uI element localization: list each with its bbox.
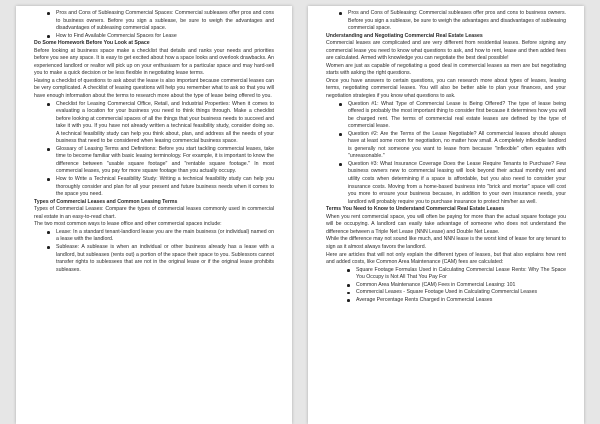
bullet-icon <box>47 148 50 151</box>
list-item: Glossary of Leasing Terms and Definitions: Before you start tackling commercial leases, take time to become familiar with basic leasing terminology. For example, it is important to know the difference between "usable square footage" and "rentable square footage." In most commercial leases, you pay for more square footage than you actually occupy. <box>34 146 274 176</box>
paragraph: When you rent commercial space, you will often be paying for more than the actual square footage you will be occupying. A landlord can easily take advantage of someone who does not understand the difference between a Triple Net Lease (NNN Lease) and Double Net Lease. <box>326 213 566 235</box>
list-item: Pros and Cons of Subleasing Commercial Spaces: Commercial subleases offer pros and cons to business owners. Before you sign a sublease, be sure to weigh the advantages and disadvantages of subleasing commercial space. <box>34 10 274 33</box>
bullet-icon <box>347 284 350 287</box>
list-item: How to Find Available Commercial Spaces for Lease <box>34 33 274 41</box>
bullet-list <box>34 101 274 199</box>
list-item: Commercial Leases - Square Footage Used in Calculating Commercial Leases <box>326 289 566 297</box>
bullet-list <box>34 10 274 40</box>
page-content <box>16 6 292 274</box>
paragraph: While the difference may not sound like much, and NNN lease is the worst kind of lease for any tenant to sign as it almost always favors the landlord. <box>326 236 566 250</box>
paragraph: Having a checklist of questions to ask about the lease is also important because commercial leases can be very complicated. A checklist of leasing questions will help you remember what to ask so that you will have enough information about the terms to research more about the type of lease being offered to you. <box>34 77 274 100</box>
list-item: Question #1: What Type of Commercial Lease is Being Offered? The type of lease being offered is probably the most important thing to consider first because it determines how you will be charged rent. The terms of commercial real estate leases are defined by the type of commercial lease. <box>326 101 566 131</box>
bullet-icon <box>339 133 342 136</box>
bullet-icon <box>347 299 350 302</box>
list-item: Question #2: Are the Terms of the Lease Negotiable? All commercial leases should always have at least some room for negotiation, no matter how small. A completely inflexible landlord is generally not someone you want to lease from because "inflexible" often equates with "unreasonable." <box>326 131 566 161</box>
section-heading: Understanding and Negotiating Commercial Real Estate Leases <box>326 32 483 39</box>
list-item: Pros and Cons of Subleasing: Commercial subleases offer pros and cons to business owners. Before you sign a sublease, be sure to weigh the advantages and disadvantages of subleasing commercial space. <box>326 10 566 33</box>
paragraph: Here are articles that will not only explain the different types of leases, but that also explains how rent and added costs, like Common Area Maintenance (CAM) fees are calculated: <box>326 251 566 266</box>
bullet-icon <box>339 12 342 15</box>
bullet-icon <box>47 178 50 181</box>
list-item: Average Percentage Rents Charged in Commercial Leases <box>326 297 566 305</box>
paragraph: Women are just as capable of negotiating a good deal in commercial leases as men are but negotiating starts with asking the right questions. <box>326 62 566 77</box>
paragraph: Types of Commercial Leases: Compare the types of commercial leases commonly used in commercial real estate in an easy-to-read chart. <box>34 206 274 220</box>
list-item: Checklist for Leasing Commercial Office, Retail, and Industrial Properties: When it comes to evaluating a location for your business you need to think things through. Make a checklist before looking at commercial spaces of all the things that your business needs to succeed and take it with you. If you have not already written a technical feasibility study, consider doing so. A technical feasibility study can help you think about, plan, and address all the needs of your business that need to be considered when leasing commercial business space. <box>34 101 274 146</box>
section-heading: Do Some Homework Before You Look at Space <box>34 40 150 47</box>
bullet-icon <box>339 103 342 106</box>
bullet-icon <box>47 231 50 234</box>
bullet-icon <box>347 292 350 295</box>
paragraph: Before looking at business space make a checklist that details and ranks your needs and priorities before you see any space. It is easy to get excited about how a space looks and overlook drawbacks. An experienced landlord or realtor will pick up on your enthusiasm for a particular space and may hard-sell you to make a quick decision or be less flexible in negotiating lease terms. <box>34 47 274 77</box>
section-heading: Types of Commercial Leases and Common Leasing Terms <box>34 198 178 205</box>
document-page-right <box>308 6 584 424</box>
paragraph: Commercial leases are complicated and are very different from residential leases. Before signing any commercial lease you need to know what questions to ask, and how to rent, lease and then added fees are calculated. Armed with knowledge you can negotiate the best deal possible! <box>326 40 566 62</box>
bullet-list <box>34 229 274 274</box>
bullet-icon <box>47 103 50 106</box>
list-item: How to Write a Technical Feasibility Study: Writing a technical feasibility study can help you thoroughly consider and plan for all your present and future business needs when it comes to the space you need. <box>34 176 274 199</box>
list-item: Square Footage Formulas Used in Calculating Commercial Lease Rents: Why The Space You Occupy is Not All That You Pay For <box>326 267 566 282</box>
bullet-list <box>326 10 566 33</box>
page-content <box>308 6 584 304</box>
paragraph: The two most common ways to lease office and other commercial spaces include: <box>34 221 222 228</box>
bullet-list <box>326 267 566 305</box>
bullet-icon <box>47 12 50 15</box>
list-item: Sublease: A sublease is when an individual or other business already has a lease with a landlord, but subleases (rents out) a portion of the space their space to you. Sublessors cannot transfer rights to sublessees that are not in the original lease or if the original lease prohibits subleases. <box>34 244 274 274</box>
list-item: Lease: In a standard tenant-landlord lease you are the main business (or individual) named on a lease with the landlord. <box>34 229 274 244</box>
paragraph: Once you have answers to certain questions, you can research more about types of leases, leasing terms, negotiating commercial leases. You will also be better able to plan your finances, and your negotiation strategies if you know what questions to ask. <box>326 77 566 100</box>
list-item: Question #3: What Insurance Coverage Does the Lease Require Tenants to Purchase? Few business owners new to commercial leasing will look beyond their actual monthly rent and utility costs when determining if a space is affordable, but you also need to consider your insurance costs. Moving from a home-based business into "brick and mortar" space will cost you more to ensure your business because, in addition to your own insurance needs, your landlord will probably require you to purchase insurance to protect him/her as well. <box>326 161 566 206</box>
bullet-icon <box>347 269 350 272</box>
bullet-list <box>326 101 566 207</box>
list-item: Common Area Maintenance (CAM) Fees in Commercial Leasing: 101 <box>326 282 566 290</box>
bullet-icon <box>339 163 342 166</box>
bullet-icon <box>47 35 50 38</box>
section-heading: Terms You Need to Know to Understand Commercial Real Estate Leases <box>326 206 505 213</box>
document-page-left <box>16 6 292 424</box>
bullet-icon <box>47 246 50 249</box>
